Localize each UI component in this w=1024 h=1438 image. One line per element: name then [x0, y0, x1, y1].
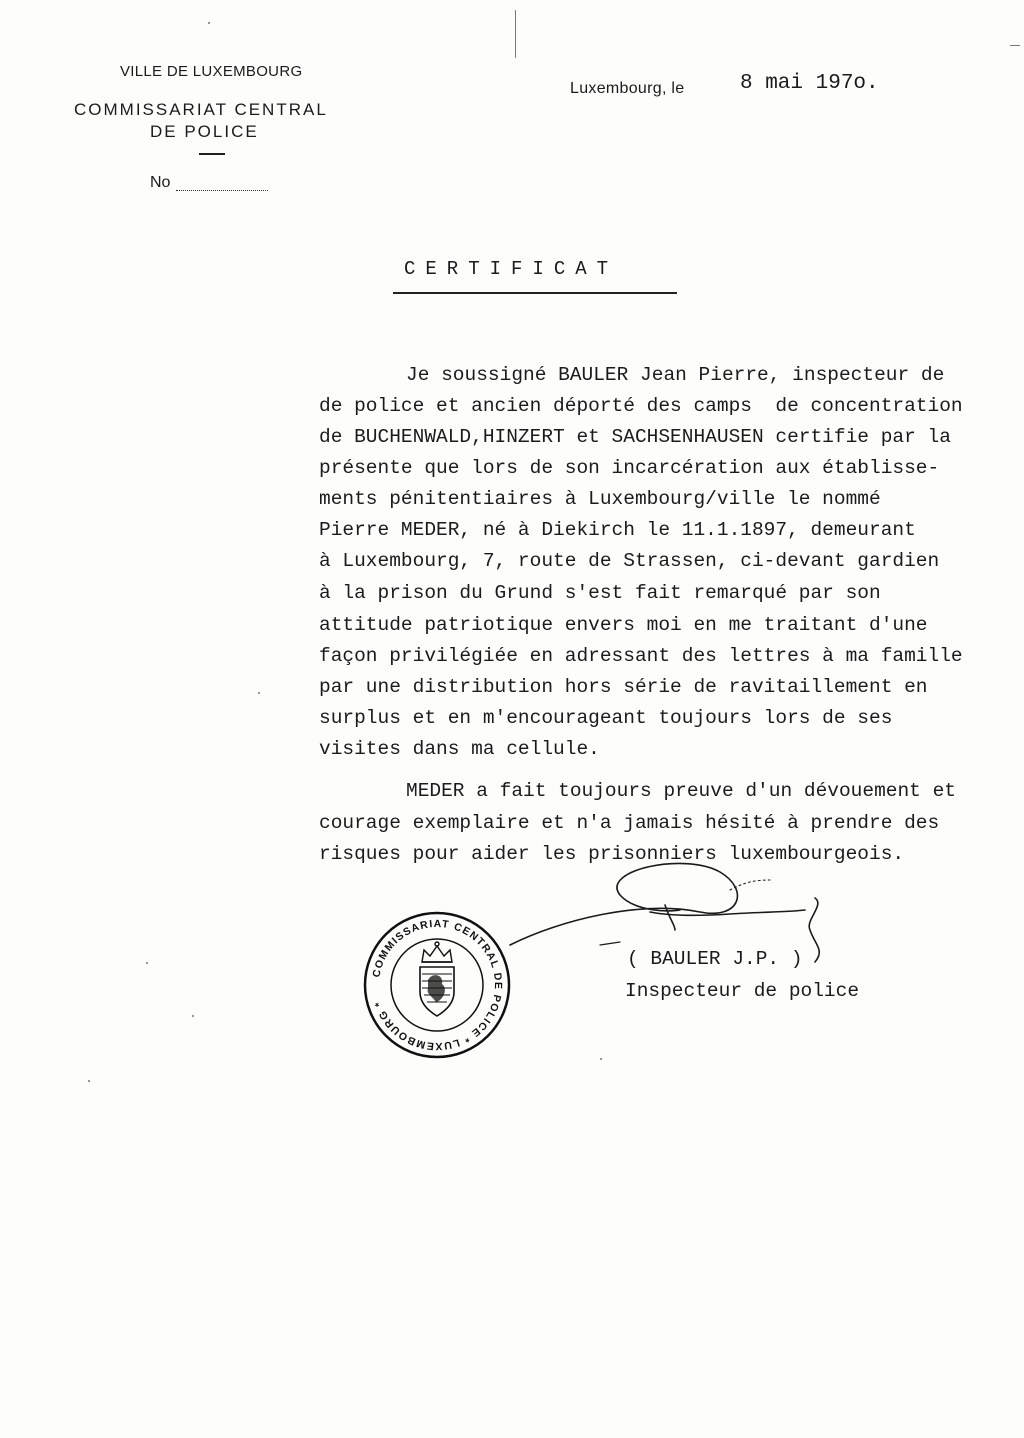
letterhead-department: COMMISSARIAT CENTRAL — [74, 100, 328, 119]
scan-speck — [146, 962, 148, 964]
scan-speck — [192, 1015, 194, 1017]
scan-speck — [258, 692, 260, 694]
body-line: à Luxembourg, 7, route de Strassen, ci-devant gardien — [319, 550, 940, 572]
reference-number-blank — [176, 190, 268, 191]
date-value: 8 mai 197o. — [740, 72, 879, 95]
body-line: présente que lors de son incarcération aux établisse- — [319, 457, 940, 479]
body-line: façon privilégiée en adressant des lettres à ma famille — [319, 645, 963, 667]
body-line: risques pour aider les prisonniers luxembourgeois. — [319, 843, 905, 865]
date-place: Luxembourg, le — [570, 80, 685, 97]
letterhead-divider — [199, 153, 225, 155]
document-title: CERTIFICAT — [404, 258, 619, 280]
title-underline — [393, 292, 677, 294]
body-line: MEDER a fait toujours preuve d'un dévouement et — [406, 780, 956, 802]
body-line: surplus et en m'encourageant toujours lors de ses — [319, 707, 893, 729]
body-line: visites dans ma cellule. — [319, 738, 600, 760]
scan-mark — [1010, 45, 1020, 46]
police-seal-stamp — [362, 910, 512, 1060]
body-line: courage exemplaire et n'a jamais hésité à prendre des — [319, 812, 940, 834]
signatory-title: Inspecteur de police — [625, 980, 860, 1002]
reference-number-label: No — [150, 174, 171, 191]
body-line: de police et ancien déporté des camps de concentration — [319, 395, 963, 417]
signatory-name: ( BAULER J.P. ) — [627, 948, 803, 970]
body-line: attitude patriotique envers moi en me traitant d'une — [319, 614, 928, 636]
body-line: Je soussigné BAULER Jean Pierre, inspecteur de — [406, 364, 945, 386]
body-line: ments pénitentiaires à Luxembourg/ville le nommé — [319, 488, 881, 510]
body-line: de BUCHENWALD,HINZERT et SACHSENHAUSEN certifie par la — [319, 426, 951, 448]
scan-mark — [515, 10, 516, 58]
body-line: à la prison du Grund s'est fait remarqué par son — [319, 582, 881, 604]
scan-speck — [600, 1058, 602, 1060]
letterhead-department-line2: DE POLICE — [150, 122, 259, 141]
letterhead-city: VILLE DE LUXEMBOURG — [120, 63, 303, 80]
scan-speck — [88, 1080, 90, 1082]
body-line: Pierre MEDER, né à Diekirch le 11.1.1897, demeurant — [319, 519, 916, 541]
seal-ring-text: COMMISSARIAT CENTRAL DE POLICE * LUXEMBOURG * — [370, 917, 505, 1053]
body-line: par une distribution hors série de ravitaillement en — [319, 676, 928, 698]
scan-speck — [208, 22, 210, 24]
